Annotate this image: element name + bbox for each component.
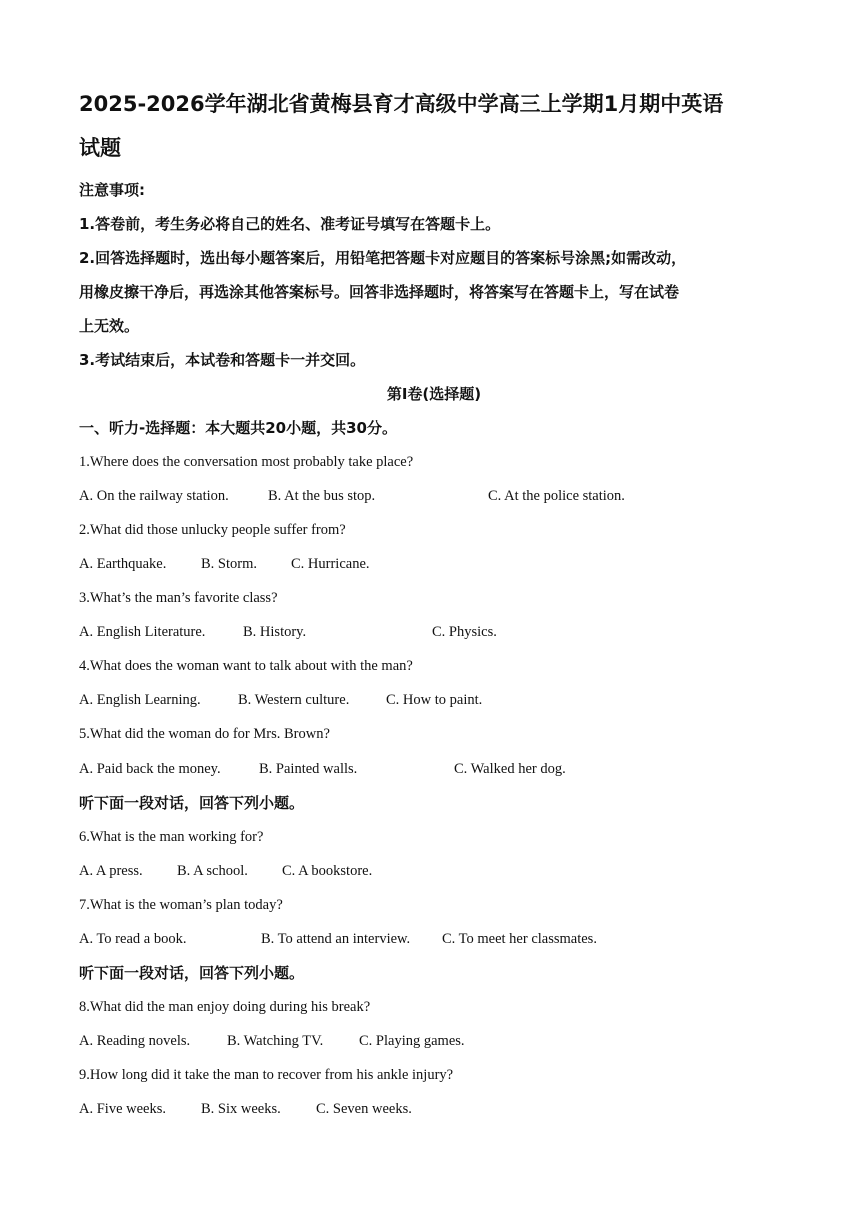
- question-2: 2.What did those unlucky people suffer from?: [79, 522, 346, 538]
- dialog-instruction-1: 听下面一段对话，回答下列小题。: [79, 794, 305, 812]
- notice-item-1: 1.答卷前，考生务必将自己的姓名、准考证号填写在答题卡上。: [79, 215, 501, 233]
- q8-option-a: A. Reading novels.: [79, 1033, 191, 1049]
- notice-item-3: 3.考试结束后，本试卷和答题卡一并交回。: [79, 351, 366, 369]
- q7-option-c: C. To meet her classmates.: [442, 931, 597, 947]
- q1-option-b: B. At the bus stop.: [268, 488, 376, 504]
- q4-option-c: C. How to paint.: [386, 692, 483, 708]
- q6-option-b: B. A school.: [177, 863, 248, 879]
- question-5: 5.What did the woman do for Mrs. Brown?: [79, 726, 330, 742]
- q3-option-b: B. History.: [243, 624, 307, 640]
- question-9: 9.How long did it take the man to recover from his ankle injury?: [79, 1067, 454, 1083]
- volume-heading: 第I卷(选择题): [386, 385, 482, 403]
- question-4: 4.What does the woman want to talk about with the man?: [79, 658, 413, 674]
- question-3: 3.What’s the man’s favorite class?: [79, 590, 278, 606]
- question-6: 6.What is the man working for?: [79, 829, 264, 845]
- q3-option-a: A. English Literature.: [79, 624, 206, 640]
- notice-item-2-line2: 用橡皮擦干净后，再选涂其他答案标号。回答非选择题时，将答案写在答题卡上，写在试卷: [79, 283, 680, 301]
- q6-option-a: A. A press.: [79, 863, 143, 879]
- q5-option-b: B. Painted walls.: [259, 761, 358, 777]
- q5-option-c: C. Walked her dog.: [454, 761, 566, 777]
- question-1: 1.Where does the conversation most probably take place?: [79, 454, 414, 470]
- q9-option-c: C. Seven weeks.: [316, 1101, 412, 1117]
- notice-item-2-line1: 2.回答选择题时，选出每小题答案后，用铅笔把答题卡对应题目的答案标号涂黑;如需改动，: [79, 249, 687, 267]
- q2-option-b: B. Storm.: [201, 556, 257, 572]
- q8-option-c: C. Playing games.: [359, 1033, 465, 1049]
- q2-option-a: A. Earthquake.: [79, 556, 167, 572]
- q8-option-b: B. Watching TV.: [227, 1033, 324, 1049]
- q7-option-a: A. To read a book.: [79, 931, 187, 947]
- section-heading: 一、听力-选择题：本大题共20小题，共30分。: [79, 419, 397, 437]
- notice-heading: 注意事项:: [79, 181, 145, 199]
- q4-option-b: B. Western culture.: [238, 692, 350, 708]
- q2-option-c: C. Hurricane.: [291, 556, 370, 572]
- exam-title-line2: 试题: [79, 136, 121, 160]
- q9-option-b: B. Six weeks.: [201, 1101, 281, 1117]
- exam-title-line1: 2025-2026学年湖北省黄梅县育才高级中学高三上学期1月期中英语: [79, 92, 724, 116]
- q3-option-c: C. Physics.: [432, 624, 497, 640]
- q1-option-a: A. On the railway station.: [79, 488, 229, 504]
- question-8: 8.What did the man enjoy doing during his break?: [79, 999, 371, 1015]
- q6-option-c: C. A bookstore.: [282, 863, 373, 879]
- q9-option-a: A. Five weeks.: [79, 1101, 166, 1117]
- q1-option-c: C. At the police station.: [488, 488, 625, 504]
- notice-item-2-line3: 上无效。: [79, 317, 140, 335]
- q4-option-a: A. English Learning.: [79, 692, 201, 708]
- dialog-instruction-2: 听下面一段对话，回答下列小题。: [79, 964, 305, 982]
- question-7: 7.What is the woman’s plan today?: [79, 897, 283, 913]
- q5-option-a: A. Paid back the money.: [79, 761, 221, 777]
- q7-option-b: B. To attend an interview.: [261, 931, 411, 947]
